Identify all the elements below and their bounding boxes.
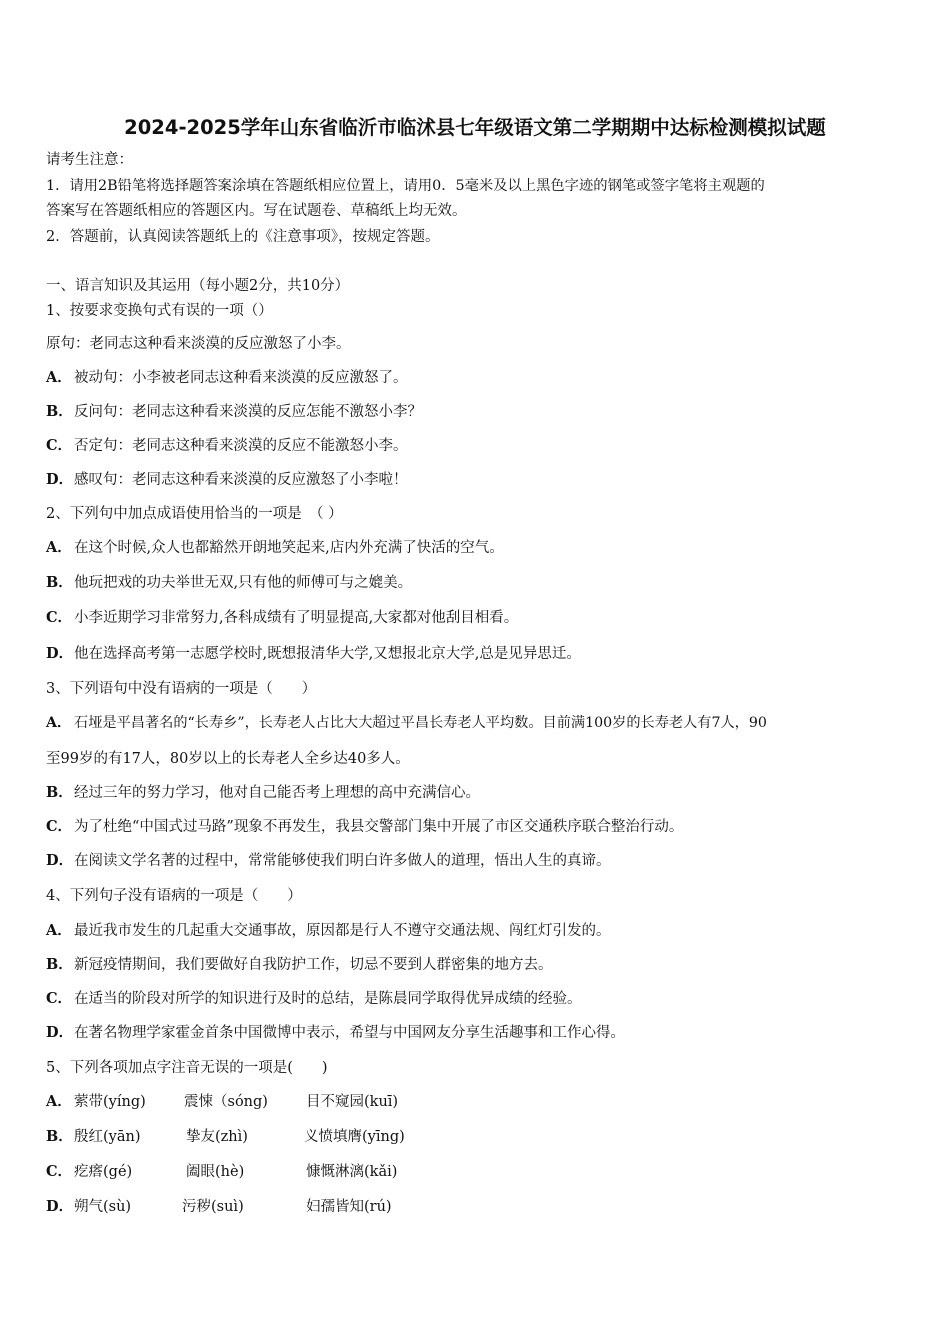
notice-item-2: 2．答题前，认真阅读答题纸上的《注意事项》，按规定答题。 [46, 229, 440, 245]
option-letter: C． [46, 990, 73, 1007]
option-text: 他玩把戏的功夫举世无双,只有他的师傅可与之媲美。 [74, 575, 413, 591]
question-2-option-a [46, 538, 504, 558]
option-part-3: 义愤填膺(yīng) [304, 1129, 405, 1145]
option-letter: D． [46, 471, 74, 488]
question-3-option-c [46, 817, 683, 837]
option-text: 在这个时候,众人也都豁然开朗地笑起来,店内外充满了快活的空气。 [74, 540, 504, 556]
question-2-option-c [46, 608, 518, 628]
option-letter: D． [46, 852, 74, 869]
question-4-option-b [46, 955, 553, 975]
option-part-2: 挚友(zhì) [186, 1129, 248, 1145]
question-4-option-d [46, 1023, 625, 1043]
question-4-stem: 4、下列句子没有语病的一项是（ ） [46, 888, 302, 904]
section-heading: 一、语言知识及其运用（每小题2分，共10分） [46, 278, 350, 294]
option-text: 最近我市发生的几起重大交通事故，原因都是行人不遵守交通法规、闯红灯引发的。 [74, 923, 611, 939]
option-text: 反问句：老同志这种看来淡漠的反应怎能不激怒小李？ [74, 404, 422, 420]
option-text: 在适当的阶段对所学的知识进行及时的总结，是陈晨同学取得优异成绩的经验。 [74, 991, 582, 1007]
question-1-original: 原句：老同志这种看来淡漠的反应激怒了小李。 [46, 336, 351, 352]
option-text: 在阅读文学名著的过程中，常常能够使我们明白许多做人的道理，悟出人生的真谛。 [74, 853, 611, 869]
question-1-option-c [46, 436, 408, 456]
option-part-3: 目不窥园(kuī) [306, 1094, 399, 1110]
option-text: 石垭是平昌著名的“长寿乡”，长寿老人占比大大超过平昌长寿老人平均数。目前满100岁的长寿老人有7人，90 [74, 715, 767, 731]
question-3-option-a [46, 713, 767, 733]
option-letter: A． [46, 922, 72, 939]
option-letter: D． [46, 1024, 74, 1041]
question-5-option-b [46, 1127, 405, 1147]
option-text: 新冠疫情期间，我们要做好自我防护工作，切忌不要到人群密集的地方去。 [74, 957, 553, 973]
option-part-2: 污秽(suì) [182, 1199, 244, 1215]
option-letter: C． [46, 818, 73, 835]
option-part-2: 震悚（sóng) [184, 1094, 268, 1110]
option-part-1: 萦带(yíng) [74, 1094, 146, 1110]
question-5-stem: 5、下列各项加点字注音无误的一项是( ) [46, 1060, 328, 1076]
option-letter: A． [46, 539, 72, 556]
notice-item-1-line-1: 1．请用2B铅笔将选择题答案涂填在答题纸相应位置上，请用0．5毫米及以上黑色字迹的钢笔或签字笔将主观题的 [46, 178, 765, 194]
option-letter: B． [46, 403, 73, 420]
option-text: 被动句：小李被老同志这种看来淡漠的反应激怒了。 [74, 370, 408, 386]
option-text: 在著名物理学家霍金首条中国微博中表示，希望与中国网友分享生活趣事和工作心得。 [74, 1025, 625, 1041]
question-5-option-d [46, 1197, 392, 1217]
option-text: 经过三年的努力学习，他对自己能否考上理想的高中充满信心。 [74, 785, 480, 801]
option-letter: C． [46, 437, 73, 454]
option-text: 感叹句：老同志这种看来淡漠的反应激怒了小李啦！ [74, 472, 408, 488]
option-part-1: 疙瘩(gé) [74, 1164, 133, 1180]
question-3-option-b [46, 783, 480, 803]
option-part-3: 慷慨淋漓(kǎi) [306, 1164, 398, 1180]
option-text: 他在选择高考第一志愿学校时,既想报清华大学,又想报北京大学,总是见异思迁。 [74, 646, 581, 662]
question-2-stem: 2、下列句中加点成语使用恰当的一项是 （ ） [46, 506, 343, 522]
question-4-option-a [46, 921, 611, 941]
notice-item-1-line-2: 答案写在答题纸相应的答题区内。写在试题卷、草稿纸上均无效。 [46, 203, 467, 219]
page-title: 2024-2025学年山东省临沂市临沭县七年级语文第二学期期中达标检测模拟试题 [124, 116, 826, 139]
question-1-option-d [46, 470, 408, 490]
option-letter: B． [46, 956, 73, 973]
notice-heading: 请考生注意： [46, 152, 133, 168]
option-letter: C． [46, 1163, 73, 1180]
option-part-1: 朔气(sù) [74, 1199, 132, 1215]
question-2-option-d [46, 644, 581, 664]
option-part-2: 阖眼(hè) [186, 1164, 245, 1180]
question-3-option-d [46, 851, 611, 871]
question-1-option-a [46, 368, 408, 388]
question-4-option-c [46, 989, 582, 1009]
option-letter: A． [46, 369, 72, 386]
option-text: 小李近期学习非常努力,各科成绩有了明显提高,大家都对他刮目相看。 [74, 610, 519, 626]
option-part-1: 殷红(yān) [74, 1129, 141, 1145]
question-3-stem: 3、下列语句中没有语病的一项是（ ） [46, 681, 317, 697]
question-1-option-b [46, 402, 422, 422]
question-3-option-a-continued: 至99岁的有17人，80岁以上的长寿老人全乡达40多人。 [46, 751, 410, 767]
option-text: 为了杜绝“中国式过马路”现象不再发生，我县交警部门集中开展了市区交通秩序联合整治行动。 [74, 819, 684, 835]
option-letter: D． [46, 1198, 74, 1215]
option-letter: B． [46, 1128, 73, 1145]
option-letter: B． [46, 574, 73, 591]
question-1-stem: 1、按要求变换句式有误的一项（） [46, 303, 273, 319]
option-letter: A． [46, 715, 72, 731]
option-text: 否定句：老同志这种看来淡漠的反应不能激怒小李。 [74, 438, 408, 454]
option-letter: A． [46, 1093, 72, 1110]
question-2-option-b [46, 573, 412, 593]
option-letter: C． [46, 609, 73, 626]
option-letter: B． [46, 784, 73, 801]
question-5-option-c [46, 1162, 397, 1182]
question-5-option-a [46, 1092, 398, 1112]
option-part-3: 妇孺皆知(rú) [306, 1199, 392, 1215]
option-letter: D． [46, 645, 74, 662]
